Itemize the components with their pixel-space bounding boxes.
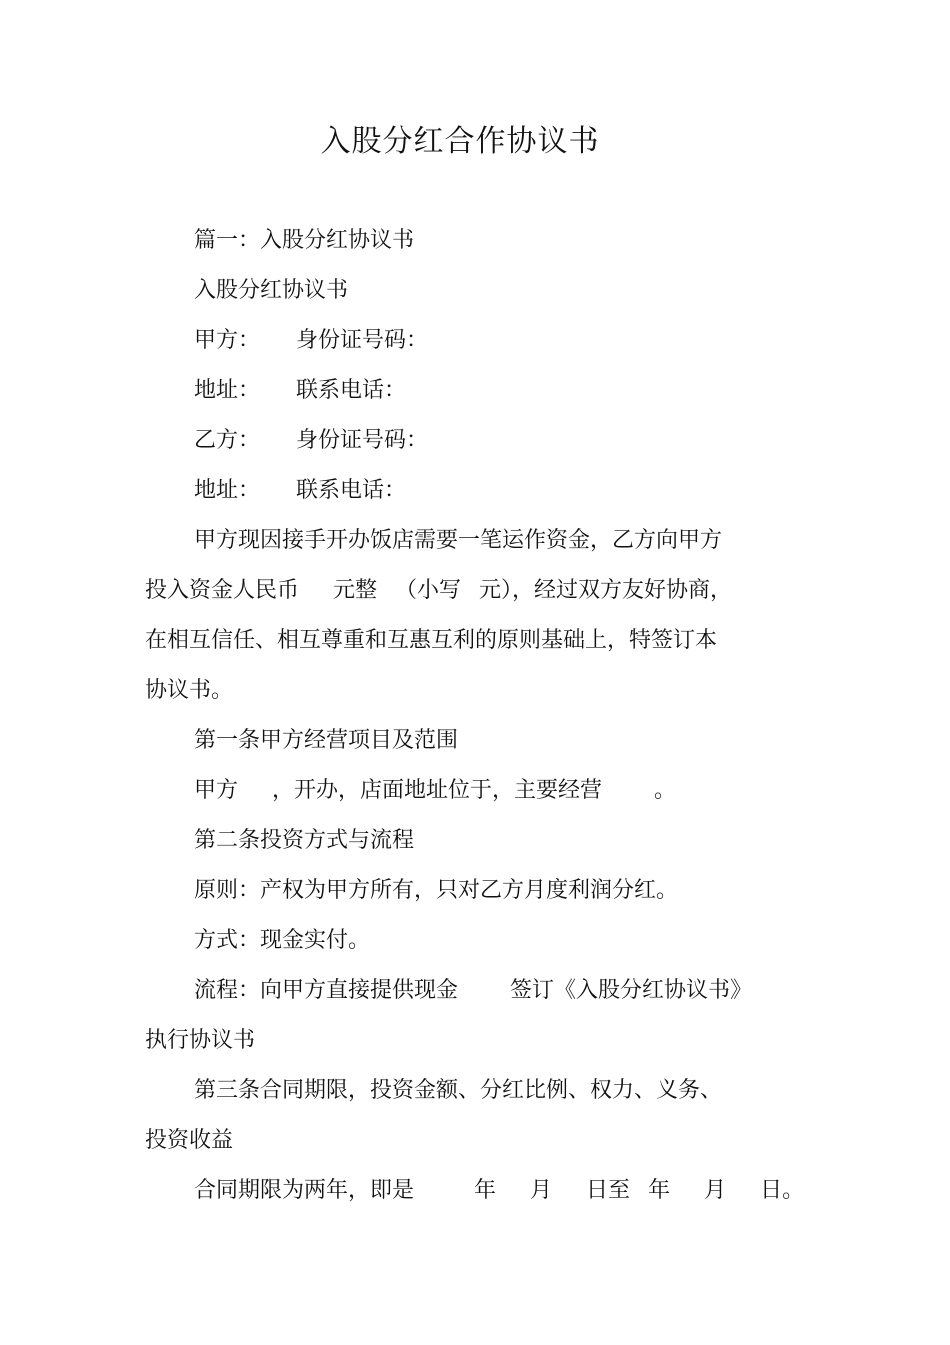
party-a-label: 甲方： bbox=[194, 328, 261, 353]
intro-amount-unit: 元整 bbox=[333, 578, 378, 603]
party-a-phone-label: 联系电话： bbox=[296, 378, 407, 403]
party-a-id-label: 身份证号码： bbox=[296, 328, 429, 353]
article-1-end: 。 bbox=[654, 778, 677, 803]
article-3-term bbox=[194, 1176, 804, 1206]
term-year-start: 年 bbox=[474, 1178, 497, 1203]
intro-amount-label: 投入资金人民币 bbox=[145, 578, 300, 603]
intro-line-2 bbox=[145, 576, 732, 606]
party-a-address-line bbox=[194, 376, 406, 406]
article-2-method: 方式：现金实付。 bbox=[194, 928, 371, 953]
term-year-end: 年 bbox=[648, 1178, 671, 1203]
document-title: 入股分红合作协议书 bbox=[320, 124, 600, 159]
article-2-flow-step1: 流程：向甲方直接提供现金 bbox=[194, 978, 459, 1003]
article-2-heading: 第二条投资方式与流程 bbox=[194, 828, 415, 853]
party-a-address-label: 地址： bbox=[194, 378, 261, 403]
party-b-id-label: 身份证号码： bbox=[296, 428, 429, 453]
subtitle: 入股分红协议书 bbox=[194, 278, 349, 303]
article-2-flow bbox=[194, 976, 752, 1006]
term-label: 合同期限为两年，即是 bbox=[194, 1178, 415, 1203]
term-day-start: 日至 bbox=[586, 1178, 631, 1203]
article-1-party: 甲方 bbox=[194, 778, 239, 803]
intro-small-label: （小写 bbox=[395, 578, 462, 603]
intro-line-4: 协议书。 bbox=[145, 678, 234, 703]
article-3-heading-line2: 投资收益 bbox=[145, 1128, 234, 1153]
term-month-end: 月 bbox=[704, 1178, 727, 1203]
party-b-address-label: 地址： bbox=[194, 478, 261, 503]
article-2-flow-step3: 执行协议书 bbox=[145, 1028, 256, 1053]
intro-line-1: 甲方现因接手开办饭店需要一笔运作资金，乙方向甲方 bbox=[194, 528, 723, 553]
party-a-line bbox=[194, 326, 428, 356]
article-2-flow-step2: 签订《入股分红协议书》 bbox=[510, 978, 753, 1003]
article-2-principle: 原则：产权为甲方所有，只对乙方月度利润分红。 bbox=[194, 878, 679, 903]
intro-line-3: 在相互信任、相互尊重和互惠互利的原则基础上，特签订本 bbox=[145, 628, 718, 653]
party-b-label: 乙方： bbox=[194, 428, 261, 453]
party-b-line bbox=[194, 426, 428, 456]
article-1-details: ，开办，店面地址位于，主要经营 bbox=[272, 778, 603, 803]
section-heading: 篇一：入股分红协议书 bbox=[194, 228, 415, 253]
article-1-body bbox=[194, 776, 676, 806]
article-3-heading-line1: 第三条合同期限，投资金额、分红比例、权力、义务、 bbox=[194, 1078, 723, 1103]
term-day-end: 日。 bbox=[760, 1178, 805, 1203]
intro-consult: 元），经过双方友好协商， bbox=[479, 578, 733, 603]
term-month-start: 月 bbox=[530, 1178, 553, 1203]
party-b-phone-label: 联系电话： bbox=[296, 478, 407, 503]
article-1-heading: 第一条甲方经营项目及范围 bbox=[194, 728, 459, 753]
party-b-address-line bbox=[194, 476, 406, 506]
